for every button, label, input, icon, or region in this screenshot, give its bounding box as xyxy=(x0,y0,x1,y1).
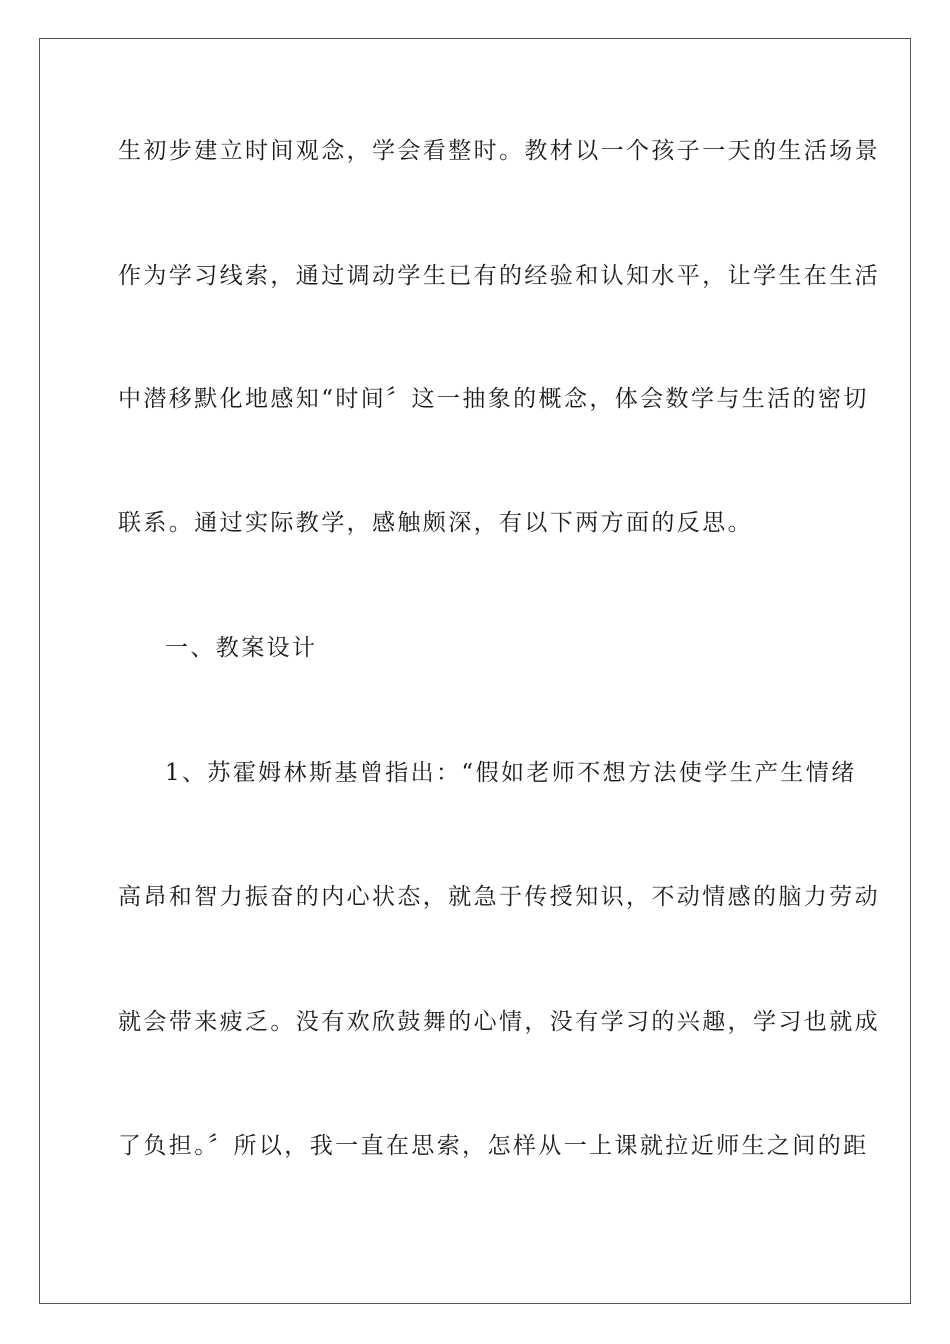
paragraph-line: 作为学习线索，通过调动学生已有的经验和认知水平，让学生在生活 xyxy=(118,263,880,289)
paragraph-line: 中潜移默化地感知“时间〞这一抽象的概念，体会数学与生活的密切 xyxy=(118,386,869,412)
paragraph-line: 生初步建立时间观念，学会看整时。教材以一个孩子一天的生活场景 xyxy=(118,138,880,164)
page-frame xyxy=(39,38,911,1304)
paragraph-line: 就会带来疲乏。没有欢欣鼓舞的心情，没有学习的兴趣，学习也就成 xyxy=(118,1009,880,1035)
section-heading: 一、教案设计 xyxy=(165,635,318,661)
paragraph-line: 高昂和智力振奋的内心状态，就急于传授知识，不动情感的脑力劳动 xyxy=(118,884,880,910)
paragraph-line: 1、苏霍姆林斯基曾指出：“假如老师不想方法使学生产生情绪 xyxy=(165,760,857,786)
paragraph-line: 了负担。〞所以，我一直在思索，怎样从一上课就拉近师生之间的距 xyxy=(118,1133,869,1159)
paragraph-line: 联系。通过实际教学，感触颇深，有以下两方面的反思。 xyxy=(118,510,753,536)
